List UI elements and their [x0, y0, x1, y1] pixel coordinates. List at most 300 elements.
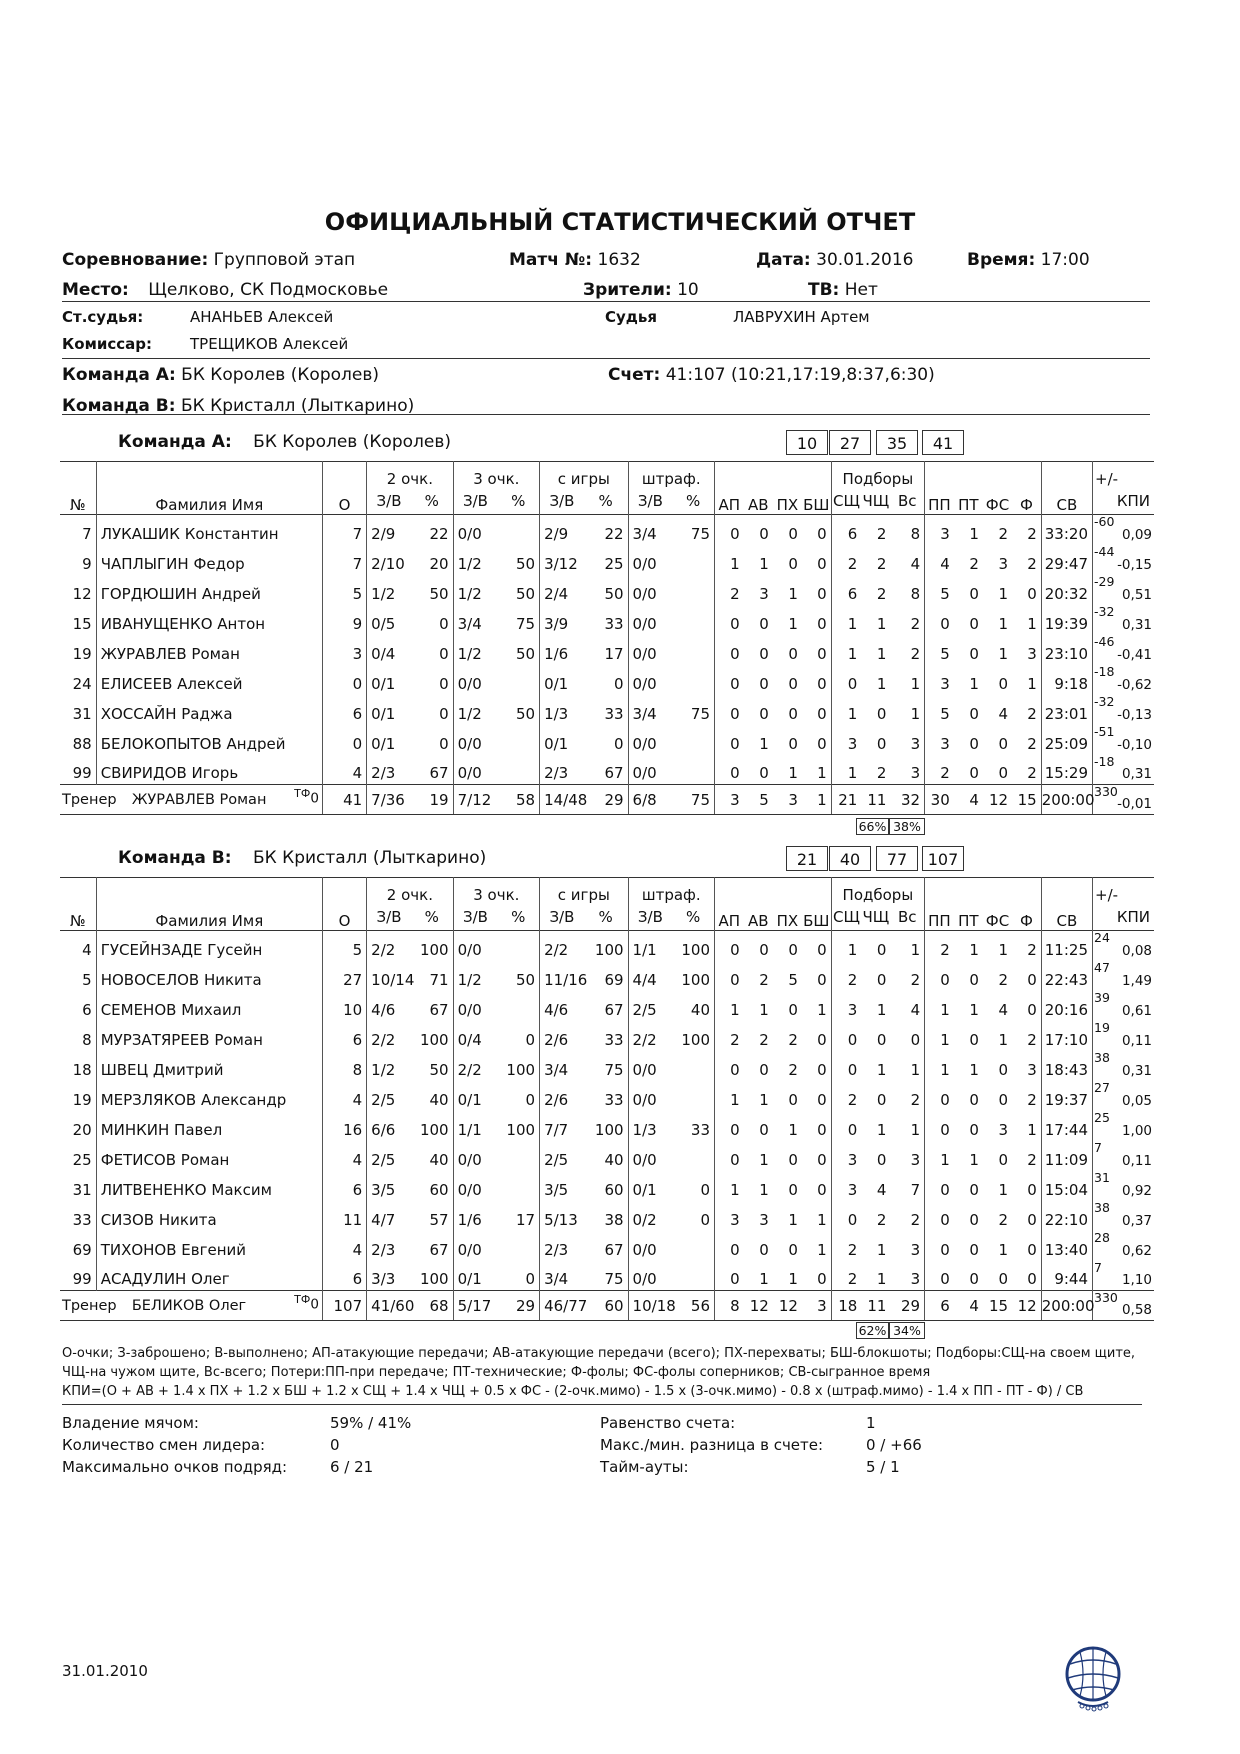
fg-made-cell: 14/48 [540, 785, 584, 815]
ft-made-cell: 0/0 [628, 605, 672, 635]
column-header: 3 очк. [453, 878, 539, 905]
tech-to-cell: 0 [969, 1180, 979, 1199]
player-row [60, 961, 1154, 991]
total-reb-cell: 7 [910, 1180, 921, 1199]
column-header: З/В [628, 488, 672, 515]
kpi-value: 0,61 [1121, 1002, 1152, 1019]
off-reb-cell: 1 [876, 1060, 887, 1079]
ft-made-cell: 0/1 [628, 1171, 672, 1201]
player-name-cell: ХОССАЙН Раджа [96, 695, 322, 725]
three-made-cell: 0/0 [453, 515, 497, 545]
column-header: ЧЩ [862, 908, 890, 926]
column-header: % [511, 492, 526, 510]
divider [62, 358, 1150, 359]
team-a-label: Команда А: [62, 365, 176, 385]
ft-pct-cell [672, 575, 714, 605]
assists-cell: 0 [715, 1111, 744, 1141]
assists-cell: 1 [715, 545, 744, 575]
plus-minus-value: -32 [1094, 603, 1115, 619]
assists-total-cell: 1 [759, 734, 769, 753]
player-name-cell: ЧАПЛЫГИН Федор [96, 545, 322, 575]
player-number-cell: 15 [72, 614, 92, 633]
off-reb-cell: 4 [876, 1180, 887, 1199]
player-name-cell: ТИХОНОВ Евгений [96, 1231, 322, 1261]
assists-total-cell: 0 [759, 704, 769, 723]
points-cell: 3 [322, 635, 366, 665]
date-row [756, 250, 914, 270]
place-label: Место: [62, 280, 129, 300]
ref-label: Судья [605, 308, 658, 326]
fouls-cell: 1 [1027, 1120, 1037, 1139]
fouls-cell: 15 [1012, 785, 1041, 815]
off-reb-cell: 0 [876, 704, 887, 723]
assists-cell: 0 [715, 725, 744, 755]
assists-cell: 2 [715, 1021, 744, 1051]
fg-pct-cell: 75 [604, 1270, 624, 1288]
plus-minus-value: 25 [1094, 1109, 1110, 1125]
fouls-cell: 0 [1027, 970, 1037, 989]
player-number-cell: 12 [72, 584, 92, 603]
pass-to-cell: 0 [925, 1081, 954, 1111]
blocks-cell: 0 [817, 1150, 827, 1169]
tech-to-cell: 0 [969, 764, 979, 782]
minutes-cell: 23:01 [1041, 695, 1092, 725]
assists-cell: 0 [715, 1051, 744, 1081]
spectators-value: 10 [677, 280, 699, 300]
leader-changes-label: Количество смен лидера: [62, 1436, 266, 1454]
player-number-cell: 88 [72, 734, 92, 753]
steals-cell: 3 [773, 785, 802, 815]
column-header: АП [715, 462, 744, 515]
player-row [60, 545, 1154, 575]
tv-label: ТВ: [808, 280, 840, 300]
points-cell: 4 [322, 755, 366, 785]
steals-cell: 2 [788, 1060, 798, 1079]
three-made-cell: 1/2 [453, 961, 497, 991]
three-made-cell: 1/1 [453, 1111, 497, 1141]
player-number-cell: 31 [72, 1180, 92, 1199]
assists-total-cell: 1 [759, 1090, 769, 1109]
team-b-label: Команда В: [62, 396, 176, 416]
fouls-drawn-cell: 4 [998, 704, 1009, 723]
column-header: с игры [540, 878, 628, 905]
tech-to-cell: 1 [969, 940, 979, 959]
tech-to-cell: 4 [954, 785, 983, 815]
fg-pct-cell: 17 [604, 644, 624, 663]
tech-to-cell: 0 [969, 644, 979, 663]
steals-cell: 0 [788, 704, 798, 723]
minutes-cell: 20:16 [1041, 991, 1092, 1021]
plus-minus-kpi-cell [1093, 755, 1155, 785]
player-row [60, 635, 1154, 665]
total-reb-cell: 1 [910, 1120, 921, 1139]
def-reb-cell: 2 [831, 545, 861, 575]
kpi-value: 0,11 [1121, 1032, 1152, 1049]
column-header: ПП [925, 462, 954, 515]
plus-minus-value: 38 [1094, 1049, 1110, 1065]
fg-pct-cell: 0 [614, 674, 624, 693]
fg-made-cell: 1/6 [540, 635, 584, 665]
time-value: 17:00 [1040, 250, 1090, 270]
points-cell: 0 [322, 665, 366, 695]
fouls-cell: 2 [1027, 1030, 1037, 1049]
player-name-cell: НОВОСЕЛОВ Никита [96, 961, 322, 991]
competition-row [62, 250, 355, 270]
player-number-cell: 19 [72, 644, 92, 663]
plus-minus-value: 39 [1094, 989, 1110, 1005]
assists-total-cell: 0 [759, 1060, 769, 1079]
tv-row [808, 280, 878, 300]
ft-pct-cell: 100 [681, 1030, 710, 1049]
points-cell: 107 [322, 1291, 366, 1321]
player-row [60, 1141, 1154, 1171]
quarter-score: 21 [786, 846, 828, 871]
two-pct-cell: 71 [429, 970, 449, 989]
total-reb-cell: 0 [910, 1030, 921, 1049]
two-pct-cell: 100 [419, 940, 449, 959]
two-pct-cell: 67 [429, 1000, 449, 1019]
pass-to-cell: 1 [925, 1021, 954, 1051]
two-pct-cell: 67 [429, 764, 449, 782]
steals-cell: 0 [788, 940, 798, 959]
plus-minus-value: -44 [1094, 543, 1115, 559]
plus-minus-kpi-cell [1093, 545, 1155, 575]
fouls-drawn-cell: 0 [998, 674, 1009, 693]
two-made-cell: 2/10 [367, 545, 411, 575]
column-header: Фамилия Имя [96, 878, 322, 931]
ft-pct-cell: 100 [681, 970, 710, 989]
assists-total-cell: 1 [759, 554, 769, 573]
two-pct-cell: 22 [429, 524, 449, 543]
team-total-row [60, 1291, 1154, 1321]
assists-cell: 8 [715, 1291, 744, 1321]
points-cell: 4 [322, 1081, 366, 1111]
pass-to-cell: 1 [925, 1051, 954, 1081]
three-made-cell: 0/0 [453, 1141, 497, 1171]
fg-pct-cell: 50 [604, 584, 624, 603]
fouls-drawn-cell: 1 [998, 1030, 1009, 1049]
def-reb-cell: 0 [831, 1111, 861, 1141]
fouls-cell: 0 [1027, 1270, 1037, 1288]
column-header: ФС [985, 912, 1010, 930]
points-cell: 16 [322, 1111, 366, 1141]
assists-cell: 1 [715, 991, 744, 1021]
plus-minus-kpi-cell [1093, 1261, 1155, 1291]
player-row [60, 695, 1154, 725]
plus-minus-kpi-cell [1093, 1081, 1155, 1111]
player-name-cell: СИЗОВ Никита [96, 1201, 322, 1231]
blocks-cell: 0 [817, 614, 827, 633]
two-made-cell: 2/5 [367, 1141, 411, 1171]
assists-cell: 3 [715, 785, 744, 815]
assists-total-cell: 3 [759, 1210, 769, 1229]
player-name-cell: БЕЛОКОПЫТОВ Андрей [96, 725, 322, 755]
player-name-cell: ЖУРАВЛЕВ Роман [96, 635, 322, 665]
column-header: % [598, 492, 613, 510]
column-header: Подборы [831, 878, 924, 905]
coach-label: Тренер [62, 791, 117, 808]
assists-total-cell: 1 [759, 1270, 769, 1288]
fg-pct-cell: 33 [604, 1030, 624, 1049]
team-b-info [62, 396, 414, 416]
match-value: 1632 [597, 250, 641, 270]
off-reb-cell: 0 [876, 1090, 887, 1109]
column-header: Фамилия Имя [96, 462, 322, 515]
fouls-drawn-cell: 1 [998, 1180, 1009, 1199]
kpi-value: -0,10 [1117, 736, 1152, 753]
plus-minus-kpi-cell [1093, 1021, 1155, 1051]
three-made-cell: 2/2 [453, 1051, 497, 1081]
three-pct-cell [497, 665, 539, 695]
off-reb-cell: 1 [876, 614, 887, 633]
plus-minus-value: -60 [1094, 514, 1115, 529]
fouls-cell: 2 [1027, 704, 1037, 723]
column-header: О [322, 878, 366, 931]
kpi-value: 0,92 [1121, 1182, 1152, 1199]
ft-pct-cell: 75 [690, 704, 710, 723]
three-made-cell: 3/4 [453, 605, 497, 635]
team-a-stats-table [60, 461, 1154, 815]
three-made-cell: 0/0 [453, 931, 497, 961]
plus-minus-value: -51 [1094, 723, 1115, 739]
fg-made-cell: 7/7 [540, 1111, 584, 1141]
player-number-cell: 25 [72, 1150, 92, 1169]
fg-made-cell: 2/4 [540, 575, 584, 605]
plus-minus-kpi-cell [1093, 961, 1155, 991]
plus-minus-kpi-cell [1093, 1231, 1155, 1261]
coach-label: Тренер [62, 1297, 117, 1314]
fg-made-cell: 3/9 [540, 605, 584, 635]
two-made-cell: 2/5 [367, 1081, 411, 1111]
fg-made-cell: 2/6 [540, 1081, 584, 1111]
two-made-cell: 41/60 [367, 1291, 411, 1321]
steals-cell: 0 [788, 1180, 798, 1199]
player-row [60, 575, 1154, 605]
two-made-cell: 2/2 [367, 1021, 411, 1051]
plus-minus-value: 24 [1094, 930, 1110, 945]
ft-made-cell: 3/4 [628, 515, 672, 545]
points-cell: 7 [322, 515, 366, 545]
column-header: З/В [540, 488, 584, 515]
ft-made-cell: 0/0 [628, 665, 672, 695]
blocks-cell: 0 [817, 940, 827, 959]
player-row [60, 665, 1154, 695]
fouls-drawn-cell: 2 [998, 1210, 1009, 1229]
report-title: ОФИЦИАЛЬНЫЙ СТАТИСТИЧЕСКИЙ ОТЧЕТ [324, 208, 916, 236]
tech-to-cell: 0 [969, 1030, 979, 1049]
ft-made-cell: 0/0 [628, 1231, 672, 1261]
ft-made-cell: 1/1 [628, 931, 672, 961]
ft-pct-cell [672, 605, 714, 635]
total-reb-cell: 1 [910, 674, 921, 693]
plus-minus-kpi-cell [1093, 1201, 1155, 1231]
fouls-drawn-cell: 1 [998, 1240, 1009, 1259]
ft-made-cell: 2/5 [628, 991, 672, 1021]
three-pct-cell [497, 1141, 539, 1171]
two-made-cell: 0/5 [367, 605, 411, 635]
fouls-drawn-cell: 2 [998, 524, 1009, 543]
fouls-cell: 0 [1027, 1210, 1037, 1229]
assists-total-cell: 0 [759, 524, 769, 543]
two-pct-cell: 100 [419, 1120, 449, 1139]
ft-pct-cell [672, 545, 714, 575]
tech-to-cell: 1 [969, 674, 979, 693]
steals-cell: 0 [788, 1000, 798, 1019]
fouls-drawn-cell: 1 [998, 614, 1009, 633]
fouls-drawn-cell: 1 [998, 644, 1009, 663]
ft-made-cell: 3/4 [628, 695, 672, 725]
def-reb-cell: 2 [831, 961, 861, 991]
spectators-label: Зрители: [583, 280, 672, 300]
fouls-drawn-cell: 12 [983, 785, 1012, 815]
ft-made-cell: 0/0 [628, 755, 672, 785]
fg-pct-cell: 75 [604, 1060, 624, 1079]
blocks-cell: 1 [802, 785, 831, 815]
three-made-cell: 1/2 [453, 695, 497, 725]
tech-to-cell: 1 [969, 524, 979, 543]
blocks-cell: 0 [817, 584, 827, 603]
quarter-score: 41 [922, 430, 964, 455]
tech-to-cell: 1 [969, 1000, 979, 1019]
column-header: БШ [803, 496, 830, 514]
chief-ref-value: АНАНЬЕВ Алексей [190, 308, 334, 326]
ft-made-cell: 6/8 [628, 785, 672, 815]
assists-cell: 0 [715, 931, 744, 961]
fouls-drawn-cell: 15 [983, 1291, 1012, 1321]
fg-pct-cell: 33 [604, 614, 624, 633]
three-made-cell: 0/0 [453, 755, 497, 785]
two-pct-cell: 100 [419, 1030, 449, 1049]
score-value: 41:107 (10:21,17:19,8:37,6:30) [665, 365, 935, 385]
def-reb-cell: 6 [831, 515, 861, 545]
tech-to-cell: 4 [954, 1291, 983, 1321]
off-reb-cell: 11 [861, 1291, 890, 1321]
assists-cell: 1 [715, 1081, 744, 1111]
three-pct-cell [497, 931, 539, 961]
score-label: Счет: [608, 365, 661, 385]
plus-minus-kpi-cell [1093, 635, 1155, 665]
minutes-cell: 11:09 [1041, 1141, 1092, 1171]
off-reb-cell: 0 [876, 940, 887, 959]
place-row [62, 280, 388, 300]
pass-to-cell: 2 [925, 931, 954, 961]
points-cell: 27 [322, 961, 366, 991]
assists-cell: 0 [715, 695, 744, 725]
fouls-drawn-cell: 0 [998, 1270, 1009, 1288]
minutes-cell: 22:10 [1041, 1201, 1092, 1231]
two-made-cell: 2/2 [367, 931, 411, 961]
off-reb-cell: 0 [876, 970, 887, 989]
player-name-cell: ЛИТВЕНЕНКО Максим [96, 1171, 322, 1201]
tech-to-cell: 2 [969, 554, 979, 573]
minutes-cell: 20:32 [1041, 575, 1092, 605]
ref-value: ЛАВРУХИН Артем [733, 308, 870, 326]
def-reb-cell: 1 [831, 755, 861, 785]
column-header: Ф [1019, 912, 1033, 930]
ft-made-cell: 0/0 [628, 1141, 672, 1171]
team-b-value: БК Кристалл (Лыткарино) [180, 396, 415, 416]
fg-made-cell: 4/6 [540, 991, 584, 1021]
def-reb-cell: 21 [831, 785, 861, 815]
two-pct-cell: 0 [439, 734, 449, 753]
fg-made-cell: 2/3 [540, 755, 584, 785]
three-pct-cell [497, 725, 539, 755]
spectators-row [583, 280, 699, 300]
column-header: З/В [453, 488, 497, 515]
fg-made-cell: 46/77 [540, 1291, 584, 1321]
column-header: % [686, 492, 701, 510]
team-b-heading-name: БК Кристалл (Лыткарино) [252, 848, 487, 868]
assists-cell: 0 [715, 635, 744, 665]
legend-line: О-очки; З-заброшено; В-выполнено; АП-атакующие передачи; АВ-атакующие передачи (всего); ПХ-перехваты; БШ-блокшоты; Подборы:СЩ-на своем щите, [62, 1346, 1136, 1361]
blocks-cell: 0 [817, 704, 827, 723]
player-name-cell: ГОРДЮШИН Андрей [96, 575, 322, 605]
two-pct-cell: 20 [429, 554, 449, 573]
quarter-score: 27 [829, 430, 871, 455]
team-a-value: БК Королев (Королев) [181, 365, 379, 385]
player-number-cell: 99 [72, 764, 92, 782]
competition-value: Групповой этап [213, 250, 356, 270]
pass-to-cell: 1 [925, 991, 954, 1021]
total-reb-cell: 2 [910, 1210, 921, 1229]
diff-label: Макс./мин. разница в счете: [600, 1436, 824, 1454]
player-number-cell: 9 [82, 554, 92, 573]
assists-total-cell: 0 [759, 674, 769, 693]
blocks-cell: 1 [817, 1000, 827, 1019]
two-pct-cell: 68 [411, 1291, 453, 1321]
fg-pct-cell: 67 [604, 764, 624, 782]
column-header: +/- [1093, 462, 1155, 489]
three-pct-cell: 0 [525, 1090, 536, 1109]
steals-cell: 0 [788, 524, 798, 543]
off-reb-cell: 2 [876, 524, 887, 543]
pass-to-cell: 0 [925, 1171, 954, 1201]
assists-cell: 0 [715, 1141, 744, 1171]
two-made-cell: 0/1 [367, 695, 411, 725]
blocks-cell: 0 [817, 734, 827, 753]
player-row [60, 1231, 1154, 1261]
ft-pct-cell: 33 [690, 1120, 710, 1139]
assists-total-cell: 12 [744, 1291, 773, 1321]
pass-to-cell: 0 [925, 605, 954, 635]
player-row [60, 1201, 1154, 1231]
minutes-cell: 25:09 [1041, 725, 1092, 755]
fouls-cell: 2 [1027, 1150, 1037, 1169]
total-reb-cell: 1 [910, 1060, 921, 1079]
plus-minus-value: 31 [1094, 1169, 1110, 1185]
tech-to-cell: 0 [969, 614, 979, 633]
fouls-drawn-cell: 4 [998, 1000, 1009, 1019]
column-header: КПИ [1093, 488, 1155, 515]
ft-pct-cell: 56 [672, 1291, 714, 1321]
kpi-value: 0,51 [1121, 586, 1152, 603]
def-reb-cell: 3 [831, 1141, 861, 1171]
points-cell: 10 [322, 991, 366, 1021]
points-cell: 6 [322, 695, 366, 725]
three-made-cell: 0/1 [453, 1261, 497, 1291]
fouls-cell: 2 [1027, 734, 1037, 753]
off-reb-cell: 1 [876, 644, 887, 663]
minutes-cell: 200:00 [1041, 785, 1092, 815]
team-b-stats-table [60, 877, 1154, 1321]
points-cell: 5 [322, 931, 366, 961]
steals-cell: 1 [788, 1270, 798, 1288]
three-pct-cell: 50 [515, 554, 536, 573]
minutes-cell: 17:10 [1041, 1021, 1092, 1051]
two-made-cell: 0/4 [367, 635, 411, 665]
column-header: +/- [1093, 878, 1155, 905]
ft-made-cell: 0/0 [628, 1051, 672, 1081]
